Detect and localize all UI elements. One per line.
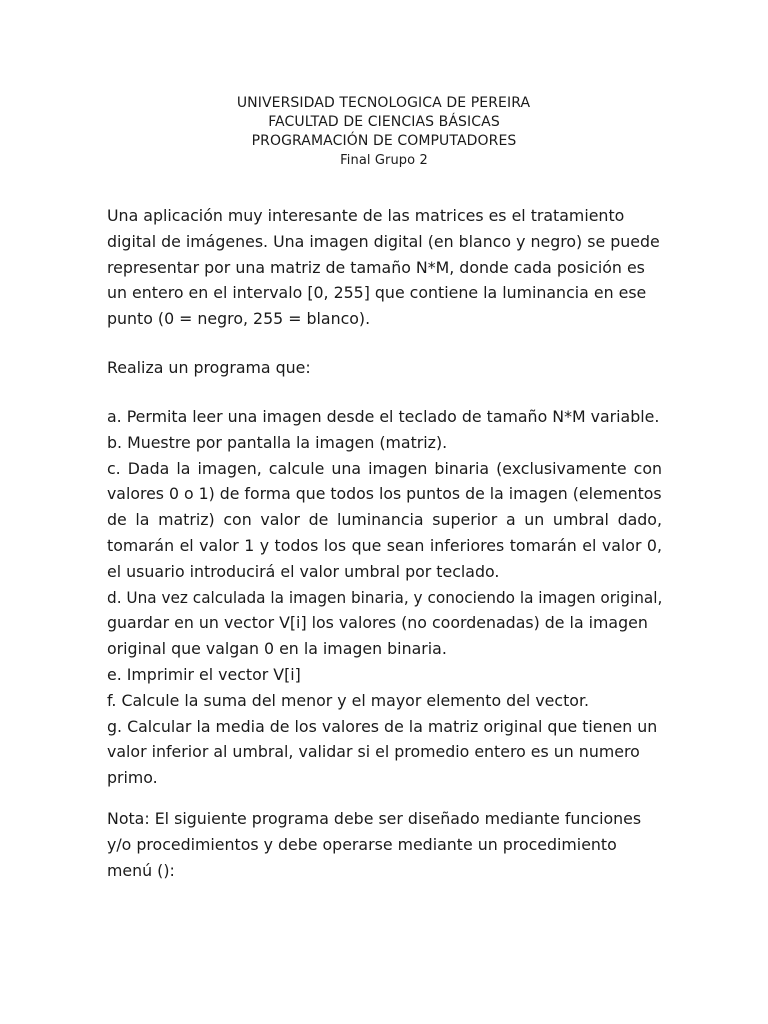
task-intro <box>107 355 662 381</box>
task-item-c-line: el usuario introducirá el valor umbral por teclado. <box>107 561 500 581</box>
task-list <box>107 404 662 791</box>
document-header <box>0 94 768 170</box>
intro-paragraph <box>107 203 662 332</box>
task-item-g-line: primo. <box>107 768 158 788</box>
task-item-d <box>107 585 662 662</box>
task-item-c-line: de la matriz) con valor de luminancia superior a un umbral dado, <box>107 510 662 530</box>
intro-line: Una aplicación muy interesante de las matrices es el tratamiento <box>107 206 625 225</box>
task-item-d-line: guardar en un vector V[i] los valores (no coordenadas) de la imagen <box>107 613 648 633</box>
task-item-b: b. Muestre por pantalla la imagen (matriz). <box>107 432 448 452</box>
task-item-e: e. Imprimir el vector V[i] <box>107 664 301 684</box>
note-line: Nota: El siguiente programa debe ser diseñado mediante funciones <box>107 809 642 828</box>
course-name: PROGRAMACIÓN DE COMPUTADORES <box>251 133 517 149</box>
task-item-c <box>107 456 662 585</box>
intro-line: digital de imágenes. Una imagen digital (en blanco y negro) se puede <box>107 231 660 251</box>
task-item-d-line: d. Una vez calculada la imagen binaria, y conociendo la imagen original, <box>107 587 663 607</box>
university-name: UNIVERSIDAD TECNOLOGICA DE PEREIRA <box>236 95 531 111</box>
exam-title: Final Grupo 2 <box>340 153 428 168</box>
task-item-a: a. Permita leer una imagen desde el teclado de tamaño N*M variable. <box>107 407 660 426</box>
task-item-d-line: original que valgan 0 en la imagen binaria. <box>107 639 447 659</box>
note-paragraph <box>107 806 662 883</box>
task-item-f: f. Calcule la suma del menor y el mayor elemento del vector. <box>107 690 590 710</box>
task-item-g-line: valor inferior al umbral, validar si el promedio entero es un numero <box>107 742 640 762</box>
task-intro-text: Realiza un programa que: <box>107 358 311 377</box>
note-line: y/o procedimientos y debe operarse mediante un procedimiento <box>107 834 617 854</box>
intro-line: punto (0 = negro, 255 = blanco). <box>107 309 371 329</box>
note-line: menú (): <box>107 860 175 880</box>
task-item-g-line: g. Calcular la media de los valores de la matriz original que tienen un <box>107 716 658 736</box>
intro-line: un entero en el intervalo [0, 255] que contiene la luminancia en ese <box>107 283 647 303</box>
task-item-c-line: valores 0 o 1) de forma que todos los puntos de la imagen (elementos <box>107 484 662 504</box>
task-item-c-line: c. Dada la imagen, calcule una imagen binaria (exclusivamente con <box>107 458 662 478</box>
task-item-c-line: tomarán el valor 1 y todos los que sean inferiores tomarán el valor 0, <box>107 535 662 555</box>
intro-line: representar por una matriz de tamaño N*M, donde cada posición es <box>107 257 645 277</box>
faculty-name: FACULTAD DE CIENCIAS BÁSICAS <box>268 114 500 130</box>
task-item-g <box>107 714 662 791</box>
